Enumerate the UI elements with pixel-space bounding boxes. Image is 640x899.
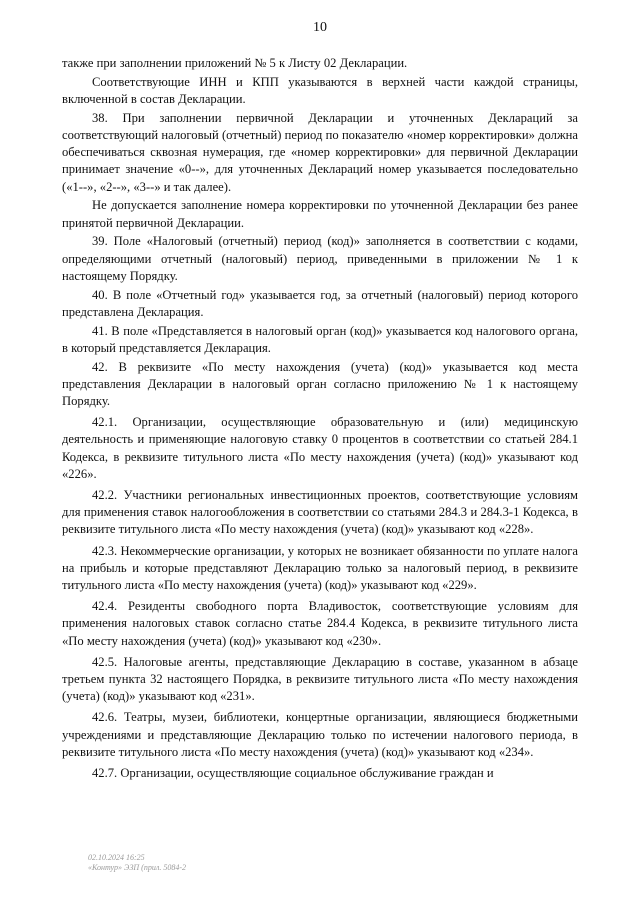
paragraph-42-3: 42.3. Некоммерческие организации, у которых не возникает обязанности по уплате налога на прибыль и которые представляют Декларацию только за налоговый период, в реквизите титульного листа «По месту нахождения (учета) (код)» указывают код «229». <box>62 543 578 593</box>
paragraph-continuation: также при заполнении приложений № 5 к Листу 02 Декларации. <box>62 56 408 70</box>
paragraph-40: 40. В поле «Отчетный год» указывается год, за отчетный (налоговый) период которого представлена Декларация. <box>62 287 578 319</box>
paragraph-39: 39. Поле «Налоговый (отчетный) период (код)» заполняется в соответствии с кодами, определяющими отчетный (налоговый) период, приведенными в приложении № 1 к настоящему Порядку. <box>62 234 578 283</box>
paragraph-42-7: 42.7. Организации, осуществляющие социальное обслуживание граждан и <box>92 766 494 781</box>
document-body <box>62 55 578 784</box>
paragraph-42-5: 42.5. Налоговые агенты, представляющие Декларацию в составе, указанном в абзаце третьем пункта 32 настоящего Порядка, в реквизите титульного листа «По месту нахождения (учета) (код)» указывают код «231». <box>62 654 578 704</box>
paragraph-38-note: Не допускается заполнение номера корректировки по уточненной Декларации без ранее принятой первичной Декларации. <box>62 198 578 230</box>
page-number: 10 <box>313 20 327 35</box>
footer-reference: «Контур» ЭЗП (прил. 5084-2 <box>88 863 186 872</box>
paragraph-42-4: 42.4. Резиденты свободного порта Владивосток, соответствующие условиям для применения налоговых ставок согласно статье 284.4 Кодекса, в реквизите титульного листа «По месту нахождения (учета) (код)» указывают код «230». <box>62 599 578 648</box>
paragraph-41: 41. В поле «Представляется в налоговый орган (код)» указывается код налогового органа, в который представляется Декларация. <box>62 323 578 355</box>
paragraph-42-1: 42.1. Организации, осуществляющие образовательную и (или) медицинскую деятельность и применяющие налоговую ставку 0 процентов в соответствии со статьей 284.1 Кодекса, в реквизите титульного листа «По месту нахождения (учета) (код)» указывают код «226». <box>62 415 578 481</box>
paragraph-42-6: 42.6. Театры, музеи, библиотеки, концертные организации, являющиеся бюджетными учреждениями и представляющие Декларацию только по истечении налогового периода, в реквизите титульного листа «По месту нахождения (учета) (код)» указывают код «234». <box>62 710 578 759</box>
document-footer-stamp <box>88 853 186 873</box>
footer-timestamp: 02.10.2024 16:25 <box>88 853 145 862</box>
paragraph-38: 38. При заполнении первичной Декларации и уточненных Деклараций за соответствующий налоговый (отчетный) период по показателю «номер корректировки» должна обеспечиваться сквозная нумерация, где «номер корректировки» для первичной Декларации принимает значение «0--», для уточненных Деклараций номер указывается последовательно («1--», «2--», «3--» и так далее). <box>62 110 578 194</box>
paragraph-42-2: 42.2. Участники региональных инвестиционных проектов, соответствующие условиям для применения ставок налогообложения в соответствии со статьями 284.3 и 284.3-1 Кодекса, в реквизите титульного листа «По месту нахождения (учета) (код)» указывают код «228». <box>62 488 578 537</box>
paragraph-42: 42. В реквизите «По месту нахождения (учета) (код)» указывается код места представления Декларации в налоговый орган согласно приложению № 1 к настоящему Порядку. <box>62 359 578 409</box>
paragraph-inn-kpp: Соответствующие ИНН и КПП указываются в верхней части каждой страницы, включенной в состав Декларации. <box>62 74 578 106</box>
